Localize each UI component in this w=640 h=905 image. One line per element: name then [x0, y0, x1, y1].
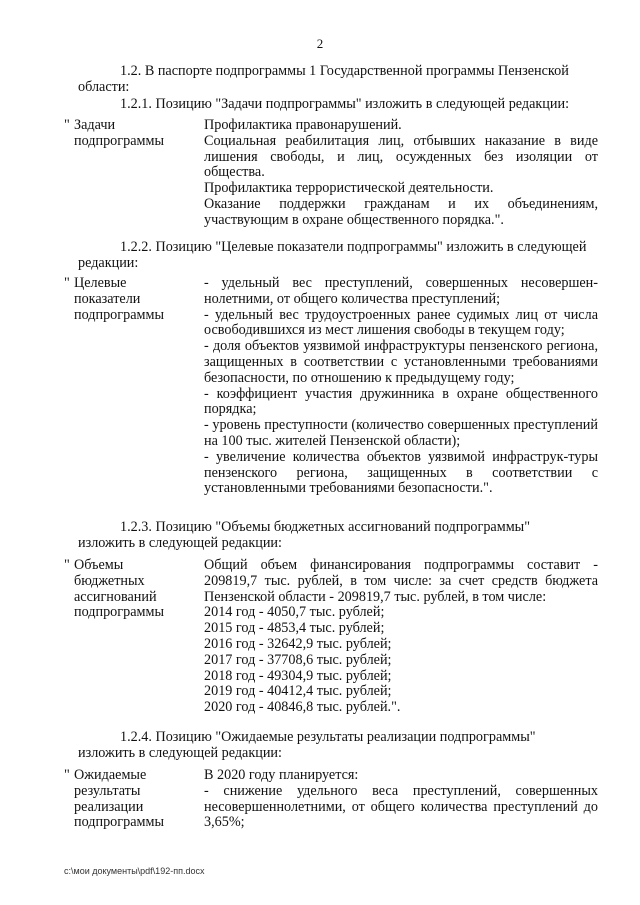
heading-text-cont: изложить в следующей редакции: [78, 744, 282, 761]
tasks-content [204, 118, 598, 229]
label-text: Ожидаемые результаты реализации подпрограммы [74, 767, 164, 831]
open-quote: " [64, 557, 70, 573]
year-item: 2019 год - 40412,4 тыс. рублей; [204, 683, 392, 700]
list-item: Профилактика террористической деятельности. [204, 180, 494, 197]
heading-text: 1.2.3. Позицию "Объемы бюджетных ассигнований подпрограммы" [120, 519, 531, 535]
year-item: 2017 год - 37708,6 тыс. рублей; [204, 651, 392, 668]
label-text: Задачи подпрограммы [74, 117, 164, 149]
list-item: - снижение удельного веса преступлений, совершенных несовершеннолетними, от общего количества преступлений до 3,65%; [204, 782, 598, 831]
section-1-2-2-heading [78, 240, 598, 272]
label-text: Объемы бюджетных ассигнований подпрограммы [74, 557, 164, 621]
section-1-2-intro [78, 64, 598, 96]
budget-summary: Общий объем финансирования подпрограммы составит - 209819,7 тыс. рублей, в том числе: за счет средств бюджета Пензенской области - 209819,7 тыс. рублей, в том числе: [204, 557, 598, 605]
budget-content [204, 558, 598, 716]
list-item: - увеличение количества объектов уязвимой инфраструк-туры пензенского региона, защищенных в соответствии с установленными требованиями безопасности.". [204, 448, 598, 497]
list-item: В 2020 году планируется: [204, 767, 359, 783]
page-number: 2 [316, 36, 324, 51]
label-text: Целевые показатели подпрограммы [74, 275, 164, 323]
heading-text-cont: редакции: [78, 254, 139, 271]
heading-text: 1.2.4. Позицию "Ожидаемые результаты реализации подпрограммы" [120, 729, 536, 745]
year-item: 2014 год - 4050,7 тыс. рублей; [204, 604, 385, 621]
list-item: - удельный вес преступлений, совершенных несовершен-нолетними, от общего количества преступлений; [204, 275, 598, 307]
open-quote: " [64, 275, 70, 291]
file-path-footer: c:\мои документы\pdf\192-пп.docx [64, 866, 205, 876]
heading-text-cont: изложить в следующей редакции: [78, 534, 282, 551]
results-content [204, 768, 598, 831]
list-item: - коэффициент участия дружинника в охране общественного порядка; [204, 385, 598, 418]
open-quote: " [64, 767, 70, 783]
section-1-2-4-heading [78, 730, 598, 762]
section-1-2-3-heading [78, 520, 598, 552]
intro-line-1: 1.2. В паспорте подпрограммы 1 Государственной программы Пензенской [120, 63, 569, 79]
list-item: Оказание поддержки гражданам и их объединениям, участвующим в охране общественного порядка.". [204, 195, 598, 228]
year-item: 2016 год - 32642,9 тыс. рублей; [204, 635, 392, 652]
heading-text: 1.2.1. Позицию "Задачи подпрограммы" изложить в следующей редакции: [120, 96, 570, 112]
list-item: Профилактика правонарушений. [204, 117, 402, 133]
intro-line-2: области: [78, 78, 130, 95]
heading-text: 1.2.2. Позицию "Целевые показатели подпрограммы" изложить в следующей [120, 239, 587, 255]
list-item: - уровень преступности (количество совершенных преступлений на 100 тыс. жителей Пензенской области); [204, 417, 598, 449]
indicators-content [204, 276, 598, 497]
open-quote: " [64, 117, 70, 133]
year-item: 2015 год - 4853,4 тыс. рублей; [204, 620, 385, 637]
year-item: 2018 год - 49304,9 тыс. рублей; [204, 667, 392, 684]
section-1-2-1-heading [78, 97, 598, 113]
list-item: - доля объектов уязвимой инфраструктуры пензенского региона, защищенных в соответствии с установленными требованиями безопасности, по отношению к предыдущему году; [204, 338, 598, 386]
year-item: 2020 год - 40846,8 тыс. рублей.". [204, 699, 401, 716]
list-item: Социальная реабилитация лиц, отбывших наказание в виде лишения свободы, и лиц, осужденных без изоляции от общества. [204, 132, 598, 181]
list-item: - удельный вес трудоустроенных ранее судимых лиц от числа освободившихся из мест лишения свободы в текущем году; [204, 306, 598, 339]
